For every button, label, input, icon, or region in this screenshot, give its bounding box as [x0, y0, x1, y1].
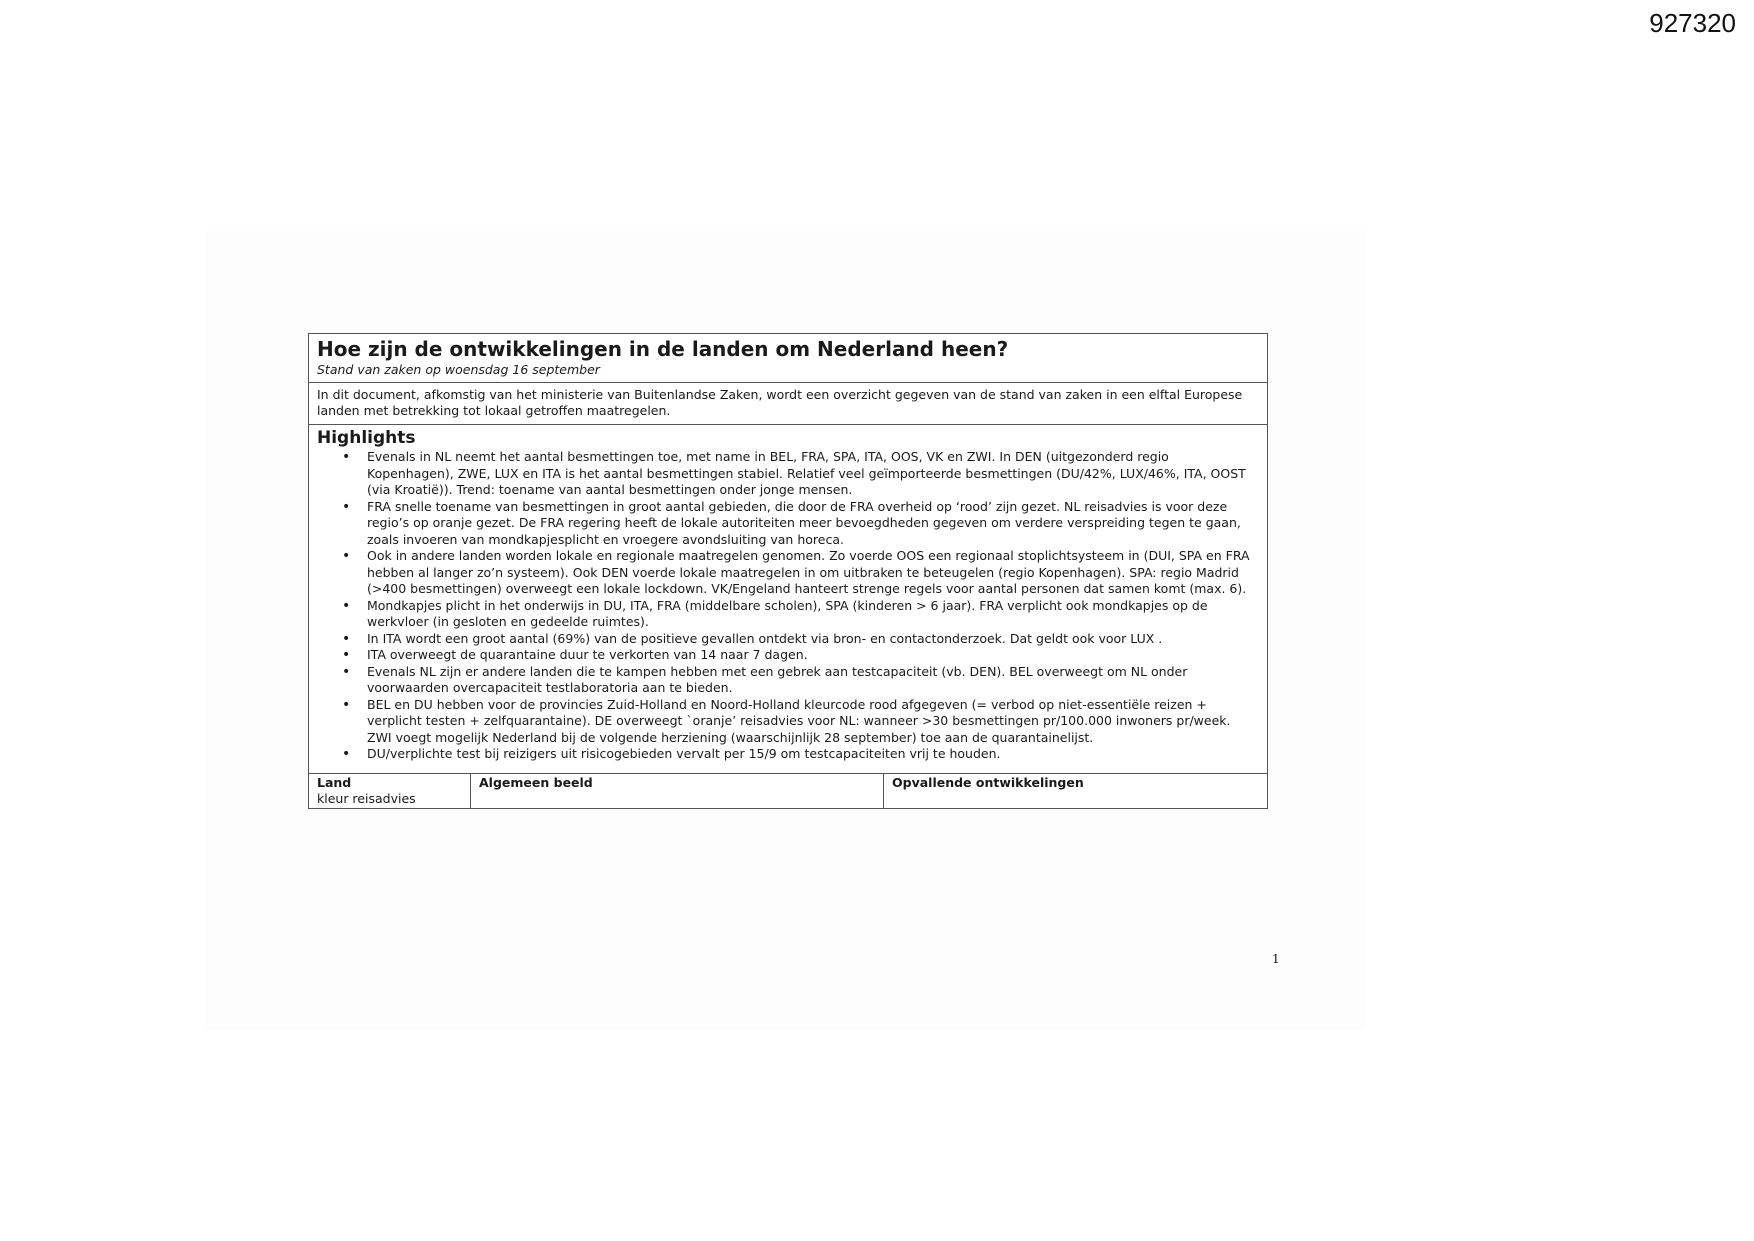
column-header-opvallende-ontwikkelingen: Opvallende ontwikkelingen	[884, 774, 1268, 808]
country-table	[309, 774, 1267, 808]
table-header-row	[309, 774, 1267, 808]
column-header-land-label: Land	[317, 774, 352, 790]
intro-paragraph: In dit document, afkomstig van het ministerie van Buitenlandse Zaken, wordt een overzicht gegeven van de stand van zaken in een elftal Europese landen met betrekking tot lokaal getroffen maatregelen.	[309, 383, 1267, 425]
highlights-heading: Highlights	[317, 428, 416, 448]
highlight-item: • Evenals in NL neemt het aantal besmettingen toe, met name in BEL, FRA, SPA, ITA, OOS, VK en ZWI. In DEN (uitgezonderd regio Kopenhagen), ZWE, LUX en ITA is het aantal besmettingen stabiel. Relatief veel geïmporteerde besmettingen (DU/42%, LUX/46%, ITA, OOST (via Kroatië)). Trend: toename van aantal besmettingen onder jonge mensen.	[367, 449, 1259, 499]
highlight-item: • Evenals NL zijn er andere landen die te kampen hebben met een gebrek aan testcapaciteit (vb. DEN). BEL overweegt om NL onder voorwaarden overcapaciteit testlaboratoria aan te bieden.	[367, 664, 1259, 697]
footer-page-number: 1	[1272, 952, 1280, 966]
highlight-item: • BEL en DU hebben voor de provincies Zuid-Holland en Noord-Holland kleurcode rood afgegeven (= verbod op niet-essentiële reizen + verplicht testen + zelfquarantaine). DE overweegt `oranje’ reisadvies voor NL: wanneer >30 besmettingen pr/100.000 inwoners pr/week. ZWI voegt mogelijk Nederland bij de volgende herziening (waarschijnlijk 28 september) toe aan de quarantainelijst.	[367, 697, 1259, 747]
highlight-item: • DU/verplichte test bij reizigers uit risicogebieden vervalt per 15/9 om testcapaciteiten vrij te houden.	[367, 746, 1259, 763]
title-section	[309, 334, 1267, 383]
highlight-item: • ITA overweegt de quarantaine duur te verkorten van 14 naar 7 dagen.	[367, 647, 1259, 664]
column-subheader-kleur: kleur reisadvies	[317, 790, 416, 806]
document-subtitle: Stand van zaken op woensdag 16 september	[317, 362, 600, 377]
column-header-land	[309, 774, 471, 808]
highlight-item: • In ITA wordt een groot aantal (69%) van de positieve gevallen ontdekt via bron- en contactonderzoek. Dat geldt ook voor LUX .	[367, 631, 1259, 648]
document-title: Hoe zijn de ontwikkelingen in de landen om Nederland heen?	[317, 337, 1009, 361]
highlight-item: • Ook in andere landen worden lokale en regionale maatregelen genomen. Zo voerde OOS een regionaal stoplichtsysteem in (DUI, SPA en FRA hebben al langer zo’n systeem). Ook DEN voerde lokale maatregelen in om uitbraken te beteugelen (regio Kopenhagen). SPA: regio Madrid (>400 besmettingen) overweegt een lokale lockdown. VK/Engeland hanteert strenge regels voor aantal personen dat samen komt (max. 6).	[367, 548, 1259, 598]
highlights-list	[317, 449, 1259, 769]
document-id: 927320	[1649, 8, 1736, 38]
highlights-section	[309, 425, 1267, 774]
highlight-item: • FRA snelle toename van besmettingen in groot aantal gebieden, die door de FRA overheid op ‘rood’ zijn gezet. NL reisadvies is voor deze regio’s op oranje gezet. De FRA regering heeft de lokale autoriteiten meer bevoegdheden gegeven om verdere verspreiding tegen te gaan, zoals invoeren van mondkapjesplicht en vroegere avondsluiting van horeca.	[367, 499, 1259, 549]
document-frame	[308, 333, 1268, 809]
column-header-algemeen-beeld: Algemeen beeld	[471, 774, 884, 808]
highlight-item: • Mondkapjes plicht in het onderwijs in DU, ITA, FRA (middelbare scholen), SPA (kinderen > 6 jaar). FRA verplicht ook mondkapjes op de werkvloer (in gesloten en gedeelde ruimtes).	[367, 598, 1259, 631]
